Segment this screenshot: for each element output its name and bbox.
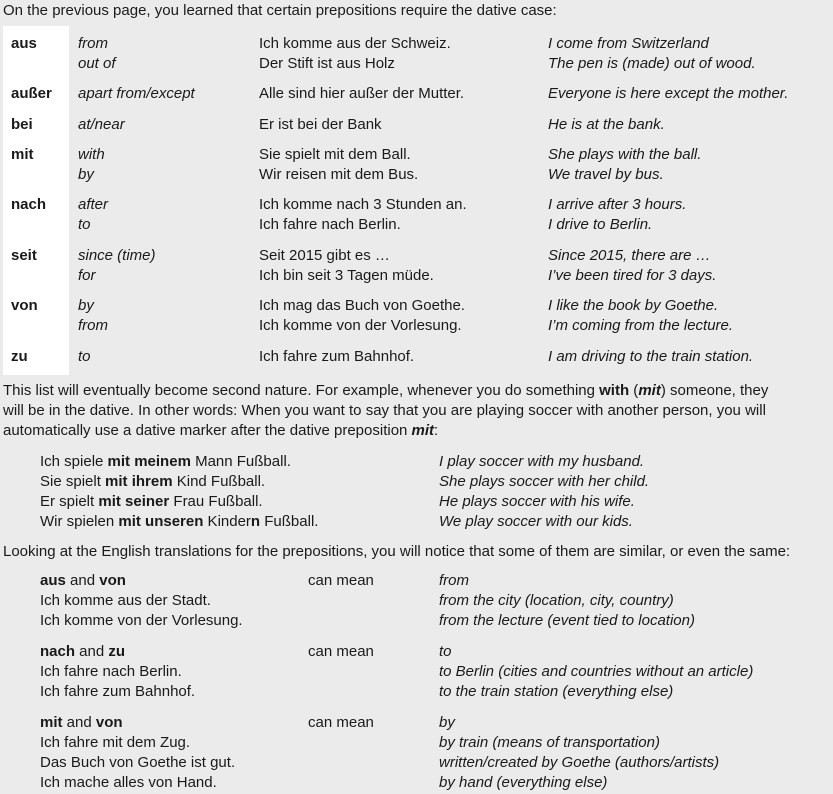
english-example: Everyone is here except the mother.	[548, 85, 789, 102]
text: This list will eventually become second nature. For example, whenever you do something	[3, 382, 600, 399]
intro-text: On the previous page, you learned that certain prepositions require the dative case:	[3, 2, 557, 19]
text: Sie spielt	[40, 473, 106, 490]
can-mean-label: can mean	[308, 643, 374, 660]
english-example: She plays with the ball.	[548, 146, 702, 163]
german-example: Ich fahre zum Bahnhof.	[40, 683, 196, 700]
english-example: I play soccer with my husband.	[439, 453, 645, 470]
emphasis: von	[99, 572, 126, 589]
preposition: bei	[11, 116, 33, 133]
english-example: He plays soccer with his wife.	[439, 493, 635, 510]
text: automatically use a dative marker after the dative preposition	[3, 422, 412, 439]
group-heading	[40, 713, 123, 733]
english-example: The pen is (made) out of wood.	[548, 55, 756, 72]
german-example: Alle sind hier außer der Mutter.	[259, 85, 465, 102]
english-example: I come from Switzerland	[548, 35, 709, 52]
german-example: Ich mache alles von Hand.	[40, 774, 217, 791]
text: Ich spiele	[40, 453, 108, 470]
english-example: from the city (location, city, country)	[439, 592, 674, 609]
emphasis: aus	[40, 572, 66, 589]
english-example: I drive to Berlin.	[548, 216, 653, 233]
german-example: Ich fahre nach Berlin.	[259, 216, 401, 233]
meaning: at/near	[78, 116, 125, 133]
meaning: from	[78, 317, 108, 334]
emphasis: mit ihrem	[105, 473, 173, 490]
english-example: We travel by bus.	[548, 166, 664, 183]
german-example: Seit 2015 gibt es …	[259, 247, 390, 264]
meaning: out of	[78, 55, 116, 72]
preposition: außer	[11, 85, 52, 102]
german-example: Ich komme von der Vorlesung.	[259, 317, 462, 334]
text: Wir spielen	[40, 513, 119, 530]
german-example: Ich bin seit 3 Tagen müde.	[259, 267, 434, 284]
emphasis: mit meinem	[107, 453, 191, 470]
emphasis: mit	[638, 382, 661, 399]
paragraph-line: will be in the dative. In other words: When you want to say that you are playing soccer with another person, you will	[3, 402, 766, 419]
english-example: We play soccer with our kids.	[439, 513, 633, 530]
german-example: Ich komme von der Vorlesung.	[40, 612, 243, 629]
english-example: I like the book by Goethe.	[548, 297, 719, 314]
german-example: Er ist bei der Bank	[259, 116, 382, 133]
meaning: for	[78, 267, 96, 284]
english-example: I arrive after 3 hours.	[548, 196, 687, 213]
preposition: zu	[11, 348, 28, 365]
emphasis: with	[599, 382, 630, 399]
preposition: nach	[11, 196, 47, 213]
text: and	[62, 714, 96, 731]
text: Frau Fußball.	[169, 493, 263, 510]
can-mean-label: can mean	[308, 572, 374, 589]
preposition: aus	[11, 35, 37, 52]
english-example: I am driving to the train station.	[548, 348, 754, 365]
emphasis: mit unseren	[118, 513, 204, 530]
english-example: by hand (everything else)	[439, 774, 608, 791]
text: (	[629, 382, 639, 399]
english-example: to Berlin (cities and countries without an article)	[439, 663, 754, 680]
meaning: since (time)	[78, 247, 156, 264]
german-example	[40, 452, 291, 472]
text: Er spielt	[40, 493, 99, 510]
paragraph-line: Looking at the English translations for the prepositions, you will notice that some of them are similar, or even the same:	[3, 543, 791, 560]
text: and	[75, 643, 109, 660]
german-example: Ich fahre zum Bahnhof.	[259, 348, 415, 365]
english-example: Since 2015, there are …	[548, 247, 711, 264]
preposition: von	[11, 297, 38, 314]
german-example: Das Buch von Goethe ist gut.	[40, 754, 236, 771]
paragraph-line	[3, 381, 768, 401]
can-mean-label: can mean	[308, 714, 374, 731]
german-example: Ich komme aus der Stadt.	[40, 592, 211, 609]
emphasis: n	[250, 513, 261, 530]
german-example	[40, 472, 265, 492]
emphasis: von	[95, 714, 123, 731]
shared-meaning: by	[439, 714, 455, 731]
meaning: after	[78, 196, 109, 213]
german-example: Ich mag das Buch von Goethe.	[259, 297, 465, 314]
meaning: from	[78, 35, 108, 52]
emphasis: nach	[40, 643, 76, 660]
meaning: with	[78, 146, 105, 163]
text: :	[434, 422, 439, 439]
english-example: by train (means of transportation)	[439, 734, 660, 751]
meaning: by	[78, 166, 94, 183]
shared-meaning: to	[439, 643, 452, 660]
text: ) someone, they	[660, 382, 769, 399]
meaning: apart from/except	[78, 85, 195, 102]
german-example	[40, 492, 263, 512]
text: Fußball.	[260, 513, 319, 530]
english-example: from the lecture (event tied to location)	[439, 612, 695, 629]
german-example: Ich fahre mit dem Zug.	[40, 734, 191, 751]
meaning: to	[78, 348, 91, 365]
english-example: She plays soccer with her child.	[439, 473, 650, 490]
english-example: He is at the bank.	[548, 116, 665, 133]
english-example: written/created by Goethe (authors/artists)	[439, 754, 720, 771]
german-example: Sie spielt mit dem Ball.	[259, 146, 411, 163]
emphasis: mit	[411, 422, 435, 439]
german-example: Der Stift ist aus Holz	[259, 55, 395, 72]
group-heading	[40, 642, 125, 662]
german-example: Ich komme nach 3 Stunden an.	[259, 196, 467, 213]
text: Kind Fußball.	[172, 473, 266, 490]
paragraph-line	[3, 421, 438, 441]
group-heading	[40, 571, 126, 591]
german-example	[40, 512, 318, 532]
text: Mann Fußball.	[190, 453, 291, 470]
english-example: to the train station (everything else)	[439, 683, 674, 700]
emphasis: zu	[108, 643, 126, 660]
meaning: to	[78, 216, 91, 233]
preposition: mit	[11, 146, 34, 163]
emphasis: mit	[40, 714, 63, 731]
german-example: Wir reisen mit dem Bus.	[259, 166, 419, 183]
german-example: Ich fahre nach Berlin.	[40, 663, 182, 680]
english-example: I’ve been tired for 3 days.	[548, 267, 717, 284]
shared-meaning: from	[439, 572, 469, 589]
english-example: I’m coming from the lecture.	[548, 317, 734, 334]
text: and	[65, 572, 100, 589]
emphasis: mit seiner	[98, 493, 170, 510]
text: Kinder	[203, 513, 251, 530]
preposition: seit	[11, 247, 37, 264]
meaning: by	[78, 297, 94, 314]
german-example: Ich komme aus der Schweiz.	[259, 35, 451, 52]
